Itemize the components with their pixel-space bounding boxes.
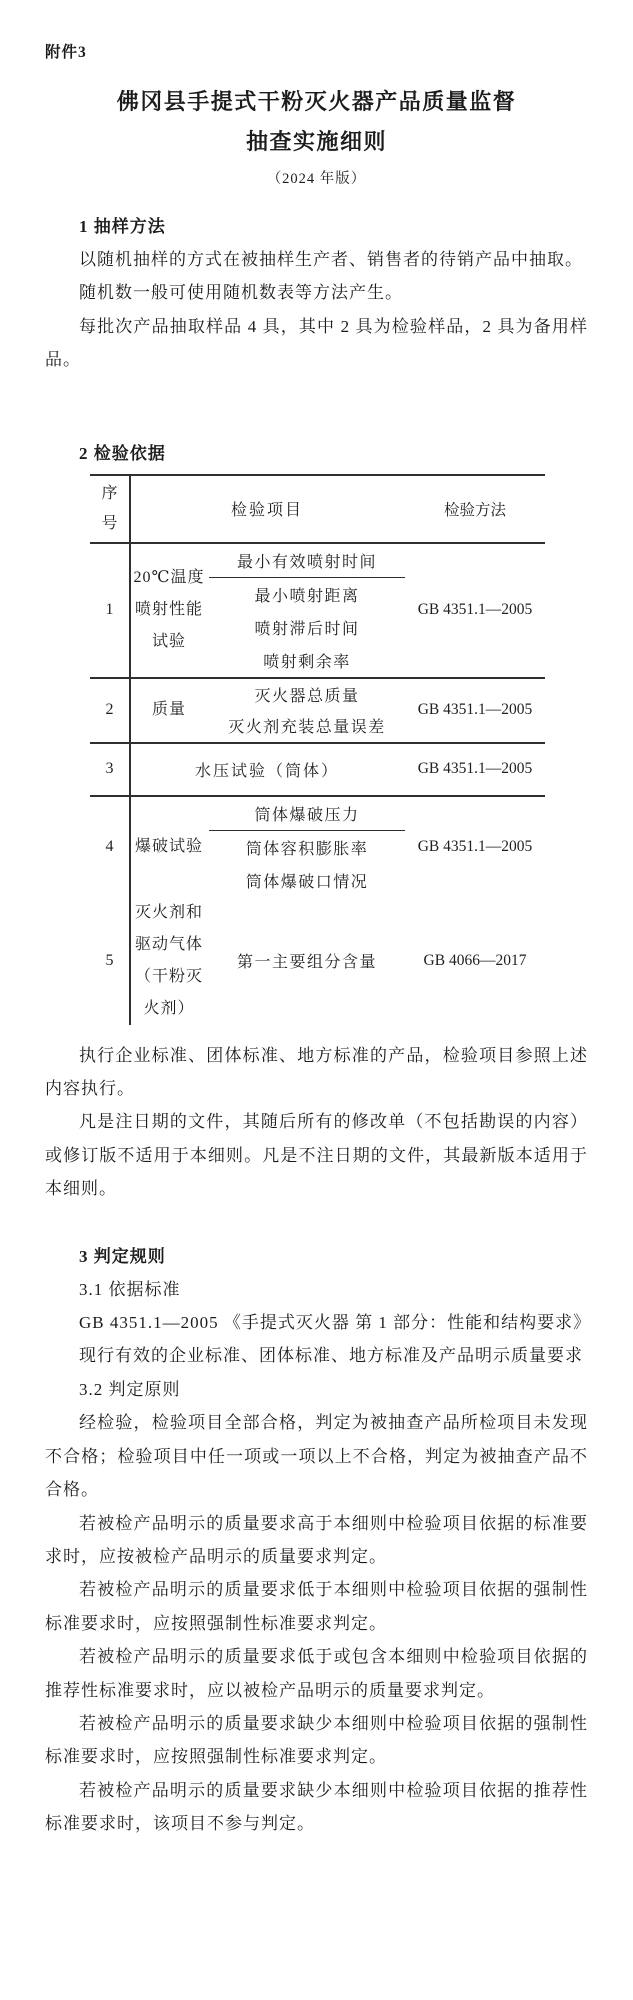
group-line: （干粉灭 (134, 967, 203, 985)
section1-paragraph: 随机数一般可使用随机数表等方法产生。 (79, 283, 403, 303)
section3-heading: 3 判定规则 (79, 1246, 166, 1266)
section2-heading: 2 检验依据 (79, 443, 166, 463)
row-group (129, 679, 209, 742)
row-group (129, 797, 209, 897)
inspection-item: 喷射滞后时间 (254, 620, 360, 638)
inspection-item: 筒体爆破压力 (209, 797, 405, 831)
row-merged-item: 水压试验（筒体） (194, 762, 339, 780)
header-cell-no (90, 476, 129, 542)
row-no: 2 (105, 701, 114, 719)
row-items (209, 544, 405, 677)
inspection-item: 最小喷射距离 (254, 587, 360, 605)
row-method: GB 4351.1—2005 (417, 760, 533, 778)
section1-heading: 1 抽样方法 (79, 217, 166, 236)
group-line: 喷射性能 (134, 601, 203, 619)
inspection-item: 灭火剂充装总量误差 (228, 719, 386, 737)
group-line: 试验 (151, 633, 186, 651)
row-method: GB 4351.1—2005 (417, 601, 533, 619)
group-line: 驱动气体 (134, 935, 203, 953)
section3-2-heading: 3.2 判定原则 (79, 1379, 181, 1399)
inspection-item: 筒体容积膨胀率 (245, 840, 369, 858)
section2-paragraph: 执行企业标准、团体标准、地方标准的产品，检验项目参照上述内容执行。 (45, 1045, 588, 1099)
section3-paragraph: 若被检产品明示的质量要求缺少本细则中检验项目依据的强制性标准要求时，应按照强制性标准要求判定。 (45, 1713, 588, 1767)
header-cell-item: 检验项目 (230, 502, 303, 520)
row-method: GB 4351.1—2005 (417, 701, 533, 719)
table-row (90, 679, 545, 744)
table-row (90, 797, 545, 897)
edition-label: （2024 年版） (266, 171, 367, 187)
row-items (209, 897, 405, 1025)
inspection-item: 最小有效喷射时间 (209, 544, 405, 578)
group-line: 灭火剂和 (134, 903, 203, 921)
section3-paragraph: 若被检产品明示的质量要求高于本细则中检验项目依据的标准要求时，应按被检产品明示的质量要求判定。 (45, 1513, 588, 1566)
table-column-divider (129, 474, 131, 1025)
inspection-item: 喷射剩余率 (263, 653, 351, 671)
row-method: GB 4351.1—2005 (417, 837, 533, 855)
row-method: GB 4066—2017 (423, 951, 527, 969)
attachment-label: 附件3 (45, 44, 87, 61)
inspection-basis-table (90, 474, 545, 1025)
group-line: 爆破试验 (134, 837, 203, 855)
table-header-row (90, 474, 545, 544)
page-title (45, 82, 588, 162)
section1-paragraph: 以随机抽样的方式在被抽样生产者、销售者的待销产品中抽取。 (79, 250, 583, 269)
page-title-line1: 佛冈县手提式干粉灭火器产品质量监督 (116, 89, 517, 114)
row-items (209, 797, 405, 897)
table-row (90, 544, 545, 679)
section3-paragraph: 现行有效的企业标准、团体标准、地方标准及产品明示质量要求 (79, 1346, 583, 1366)
row-no: 5 (105, 951, 114, 969)
section3-paragraph: 若被检产品明示的质量要求低于本细则中检验项目依据的强制性标准要求时，应按照强制性标准要求判定。 (45, 1580, 588, 1633)
section3-paragraph: 若被检产品明示的质量要求缺少本细则中检验项目依据的推荐性标准要求时，该项目不参与判定。 (45, 1780, 588, 1834)
header-cell-method: 检验方法 (443, 501, 506, 519)
row-group (129, 897, 209, 1025)
group-line: 20℃温度 (133, 569, 205, 587)
header-no-label: 序号 (101, 484, 118, 532)
row-no: 1 (105, 601, 114, 619)
section3-paragraph: 经检验，检验项目全部合格，判定为被抽查产品所检项目未发现不合格；检验项目中任一项或一项以上不合格，判定为被抽查产品不合格。 (45, 1413, 588, 1500)
row-no: 4 (105, 837, 114, 855)
inspection-item: 筒体爆破口情况 (245, 873, 369, 891)
section3-1-heading: 3.1 依据标准 (79, 1279, 181, 1299)
table-row (90, 744, 545, 797)
group-line: 质量 (151, 701, 186, 719)
section2-paragraph: 凡是注日期的文件，其随后所有的修改单（不包括勘误的内容）或修订版不适用于本细则。凡是不注日期的文件，其最新版本适用于本细则。 (45, 1112, 588, 1199)
page-title-line2: 抽查实施细则 (245, 129, 387, 154)
group-line: 火剂） (143, 999, 195, 1017)
inspection-item: 第一主要组分含量 (236, 954, 377, 972)
row-items (209, 679, 405, 742)
section3-paragraph: GB 4351.1—2005 《手提式灭火器 第 1 部分：性能和结构要求》 (79, 1313, 592, 1333)
row-group (129, 544, 209, 677)
inspection-item: 灭火器总质量 (254, 687, 360, 705)
section3-paragraph: 若被检产品明示的质量要求低于或包含本细则中检验项目依据的推荐性标准要求时，应以被检产品明示的质量要求判定。 (45, 1647, 588, 1700)
table-row (90, 897, 545, 1025)
section1-paragraph: 每批次产品抽取样品 4 具，其中 2 具为检验样品，2 具为备用样品。 (45, 316, 588, 370)
row-no: 3 (105, 760, 114, 778)
